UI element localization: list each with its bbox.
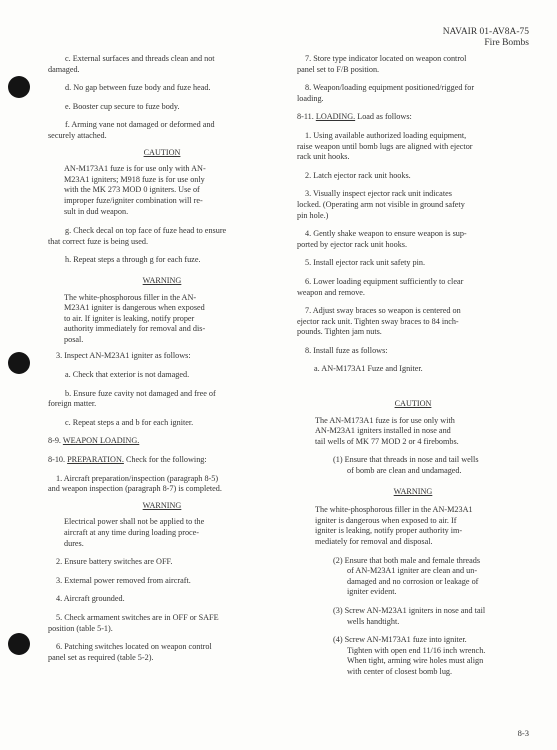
caution-block (64, 164, 262, 217)
step-f-cont: securely attached. (48, 130, 107, 140)
left-column (48, 54, 276, 663)
check-8: 8. Weapon/loading equipment positioned/rigged for (305, 83, 475, 93)
warning-line: aircraft at any time during loading proce- (64, 528, 200, 537)
para-text: Load as follows: (357, 112, 412, 122)
caution-line: AN-M23A1 igniters installed in nose and (315, 426, 451, 436)
load-4: 4. Gently shake weapon to ensure weapon is sup- (305, 229, 467, 239)
page-header (443, 27, 529, 49)
warning-line: The white-phosphorous filler in the AN-M23A1 (315, 505, 473, 515)
warning-line: authority immediately for removal and dis- (64, 324, 206, 334)
load-7-cont: ejector rack unit. Tighten sway braces to 84 inch- (297, 316, 459, 326)
substep-3 (333, 606, 529, 627)
step-g: g. Check decal on top face of fuze head to ensure (65, 226, 227, 236)
warning-block (64, 517, 262, 549)
warning-label: WARNING (142, 500, 182, 510)
step-e: e. Booster cup secure to fuze body. (65, 101, 180, 111)
para-title: WEAPON LOADING. (62, 436, 140, 446)
step-d: d. No gap between fuze body and fuze head. (65, 83, 211, 93)
caution-line: sult in dud weapon. (64, 206, 129, 216)
binder-hole (8, 76, 30, 98)
check-3: 3. External power removed from aircraft. (56, 575, 191, 585)
step-c: c. External surfaces and threads clean and not (65, 54, 215, 63)
caution-line: improper fuze/igniter combination will re- (64, 195, 203, 205)
warning-line: mediately for removal and disposal. (315, 537, 433, 546)
para-title: PREPARATION. (67, 455, 124, 465)
check-2: 2. Ensure battery switches are OFF. (56, 557, 173, 567)
caution-line: M23A1 igniters; M918 fuze is for use only (64, 174, 205, 184)
warning-line: dures. (64, 538, 84, 548)
caution-label: CAUTION (143, 147, 181, 157)
binder-hole (8, 352, 30, 374)
check-1: 1. Aircraft preparation/inspection (paragraph 8-5) (56, 473, 219, 483)
warning-line: The white-phosphorous filler in the AN- (64, 292, 197, 302)
substep-line: (3) Screw AN-M23A1 igniters in nose and tail (333, 605, 486, 615)
para-number: 8-9. (48, 436, 61, 446)
para-title: LOADING. (315, 112, 356, 122)
check-6-cont: panel set as required (table 5-2). (48, 652, 154, 662)
substep-line: damaged and no corrosion or leakage of (347, 576, 479, 586)
load-3-cont: locked. (Operating arm not visible in ground safety (297, 199, 465, 209)
substep-line: igniter evident. (347, 587, 397, 597)
substep-2 (333, 556, 529, 598)
check-8-cont: loading. (297, 93, 324, 103)
warning-line: Electrical power shall not be applied to the (64, 517, 205, 527)
load-1: 1. Using available authorized loading equipment, (305, 130, 467, 140)
para-text: Check for the following: (125, 455, 207, 465)
load-5: 5. Install ejector rack unit safety pin. (305, 258, 426, 268)
load-3: 3. Visually inspect ejector rack unit indicates (305, 189, 452, 199)
substep-line: When tight, arming wire holes must align (347, 656, 484, 666)
load-1-cont: rack unit hooks. (297, 152, 350, 162)
para-number: 8-11. (297, 112, 314, 122)
warning-line: to air. If igniter is leaking, notify proper (64, 313, 195, 323)
check-5: 5. Check armament switches are in OFF or SAFE (56, 612, 219, 622)
binder-hole (8, 633, 30, 655)
warning-label: WARNING (142, 275, 182, 285)
load-7: 7. Adjust sway braces so weapon is centered on (305, 306, 461, 316)
substep-line: of AN-M23A1 igniter are clean and un- (347, 566, 478, 576)
load-8a: a. AN-M173A1 Fuze and Igniter. (314, 364, 423, 374)
substep-line: (4) Screw AN-M173A1 fuze into igniter. (333, 635, 467, 645)
load-1-cont: raise weapon until bomb lugs are aligned with ejector (297, 141, 473, 151)
load-2: 2. Latch ejector rack unit hooks. (305, 170, 411, 180)
header-section: Fire Bombs (484, 38, 529, 48)
check-7-cont: panel set to F/B position. (297, 64, 380, 74)
right-column (297, 54, 529, 678)
substep-line: of bomb are clean and undamaged. (347, 466, 462, 476)
warning-line: posal. (64, 334, 84, 344)
para-number: 8-10. (48, 455, 66, 465)
section-8-9 (48, 436, 276, 447)
check-4: 4. Aircraft grounded. (56, 594, 125, 604)
page-number: 8-3 (517, 728, 529, 738)
warning-line: M23A1 igniter is dangerous when exposed (64, 303, 205, 313)
step-3a: a. Check that exterior is not damaged. (65, 370, 190, 380)
load-7-cont: pounds. Tighten jam nuts. (297, 327, 382, 337)
check-6: 6. Patching switches located on weapon control (56, 642, 212, 652)
section-8-11 (297, 112, 529, 123)
warning-line: igniter is leaking, notify proper authority im- (315, 526, 463, 536)
step-h: h. Repeat steps a through g for each fuze. (65, 255, 201, 265)
step-3: 3. Inspect AN-M23A1 igniter as follows: (56, 351, 191, 361)
section-8-10 (48, 455, 276, 466)
substep-4 (333, 635, 529, 677)
caution-line: The AN-M173A1 fuze is for use only with (315, 415, 455, 425)
warning-label: WARNING (393, 486, 433, 496)
header-pub-number: NAVAIR 01-AV8A-75 (442, 27, 529, 37)
caution-block (315, 416, 517, 448)
caution-line: with the MK 273 MOD 0 igniters. Use of (64, 185, 200, 195)
substep-line: Tighten with open end 11/16 inch wrench. (347, 645, 486, 655)
step-f: f. Arming vane not damaged or deformed and (65, 120, 215, 130)
substep-line: (2) Ensure that both male and female threads (333, 555, 481, 565)
check-1-cont: and weapon inspection (paragraph 8-7) is completed. (48, 484, 222, 494)
warning-line: igniter is dangerous when exposed to air. If (315, 515, 457, 525)
caution-line: tail wells of MK 77 MOD 2 or 4 firebombs. (315, 436, 459, 446)
check-7: 7. Store type indicator located on weapon control (305, 54, 467, 63)
substep-line: (1) Ensure that threads in nose and tail wells (333, 455, 479, 465)
caution-line: AN-M173A1 fuze is for use only with AN- (64, 164, 206, 174)
step-3b-cont: foreign matter. (48, 399, 97, 409)
step-g-cont: that correct fuze is being used. (48, 236, 149, 246)
load-6-cont: weapon and remove. (297, 287, 365, 297)
load-6: 6. Lower loading equipment sufficiently to clear (305, 276, 464, 286)
warning-block (64, 293, 262, 346)
substep-line: with center of closest bomb lug. (347, 666, 453, 676)
warning-block (315, 505, 517, 547)
load-4-cont: ported by ejector rack unit hooks. (297, 239, 408, 249)
load-8: 8. Install fuze as follows: (305, 345, 388, 355)
caution-label: CAUTION (394, 399, 432, 409)
load-3-cont: pin hole.) (297, 210, 329, 220)
step-3b: b. Ensure fuze cavity not damaged and free of (65, 388, 216, 398)
step-c-cont: damaged. (48, 64, 80, 74)
step-3c: c. Repeat steps a and b for each igniter. (65, 417, 194, 427)
substep-line: wells handtight. (347, 616, 400, 626)
check-5-cont: position (table 5-1). (48, 623, 113, 633)
substep-1 (333, 455, 529, 476)
